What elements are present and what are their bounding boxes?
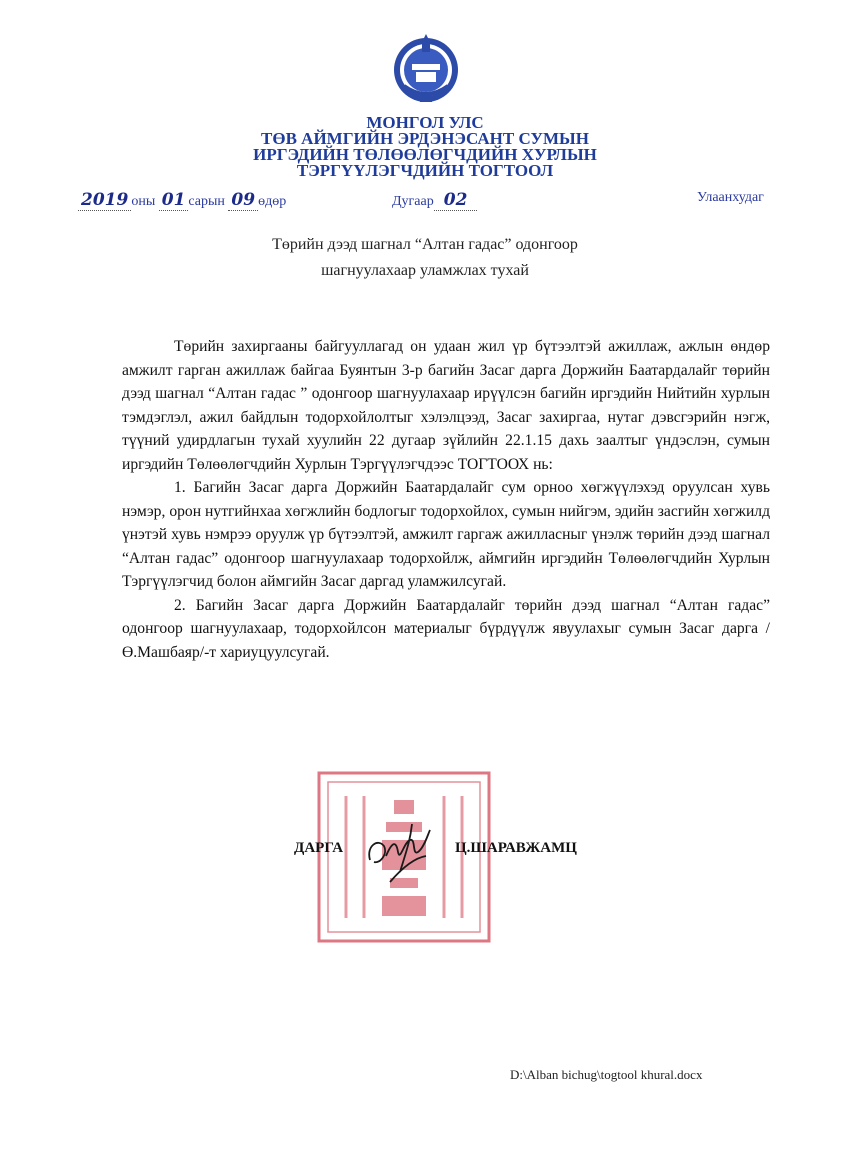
body-paragraph-preamble: Төрийн захиргааны байгууллагад он удаан жил үр бүтээлтэй ажиллаж, ажлын өндөр амжилт гарган ажиллаж байгаа Буянтын 3-р багийн Засаг дарга Доржийн Баатардалайг төрийн дээд шагнал “Алтан гадас ” одонгоор шагнуулахаар ирүүлсэн багийн иргэдийн Нийтийн хурлын тэмдэглэл, ажил байдлын тодорхойлолтыг хэлэлцээд, Засаг захиргаа, нутаг дэвсгэрийн нэгж, түүний удирдлагын тухай хуулийн 22 дугаар зүйлийн 22.1.15 дахь заалтыг үндэслэн, сумын иргэдийн Төлөөлөгчдийн Хурлын Тэргүүлэгчдээс ТОГТООХ нь: (122, 338, 770, 473)
org-line-sum: ТӨВ АЙМГИЙН ЭРДЭНЭСАНТ СУМЫН (261, 129, 589, 148)
number-value: 02 (434, 190, 478, 211)
signatory-name: Ц.ШАРАВЖАМЦ (455, 840, 577, 856)
org-line-council: ИРГЭДИЙН ТӨЛӨӨЛӨГЧДИЙН ХУРЛЫН (253, 145, 597, 164)
date-year-suffix: оны (131, 194, 156, 209)
number-line (392, 190, 477, 211)
resolution-title-line1: Төрийн дээд шагнал “Алтан гадас” одонгоор (272, 236, 578, 253)
number-label: Дугаар (392, 194, 434, 209)
org-line-country: МОНГОЛ УЛС (366, 113, 484, 132)
org-line-resolution: ТЭРГҮҮЛЭГЧДИЙН ТОГТООЛ (296, 161, 554, 180)
file-path-footer: D:\Alban bichug\togtool khural.docx (510, 1067, 703, 1082)
signatory-title: ДАРГА (294, 840, 344, 856)
date-month: 01 (159, 190, 189, 211)
date-day-suffix: өдөр (258, 194, 287, 209)
body-paragraph-item-2: 2. Багийн Засаг дарга Доржийн Баатардалайг төрийн дээд шагнал “Алтан гадас” одонгоор шагнуулахаар, тодорхойлсон материалыг бүрдүүлж явуулахыг сумын Засаг дарга /Ө.Машбаяр/-т хариуцуулсугай. (122, 596, 770, 661)
place-name: Улаанхудаг (697, 190, 764, 205)
body-paragraph-item-1: 1. Багийн Засаг дарга Доржийн Баатардалайг сум орноо хөгжүүлэхэд оруулсан хувь нэмэр, орон нутгийнхаа хөгжлийн бодлогыг тодорхойлох, сумын нийгэм, эдийн засгийн хөгжилд үнэтэй хувь нэмрээ оруулж үр бүтээлтэй, амжилт гаргаж ажилласныг үнэлж төрийн дээд шагнал “Алтан гадас” одонгоор шагнуулахаар тодорхойлж, аймгийн иргэдийн Төлөөлөгчдийн Хурлын Тэргүүлэгчид болон аймгийн Засаг даргад уламжилсугай. (122, 479, 770, 590)
handwritten-signature-icon (360, 812, 440, 892)
date-line (78, 190, 286, 211)
resolution-title-line2: шагнуулахаар уламжлах тухай (321, 262, 529, 279)
state-emblem-icon (390, 28, 462, 108)
date-year: 2019 (78, 190, 131, 211)
date-day: 09 (228, 190, 258, 211)
resolution-body (122, 335, 770, 664)
date-month-suffix: сарын (188, 194, 225, 209)
